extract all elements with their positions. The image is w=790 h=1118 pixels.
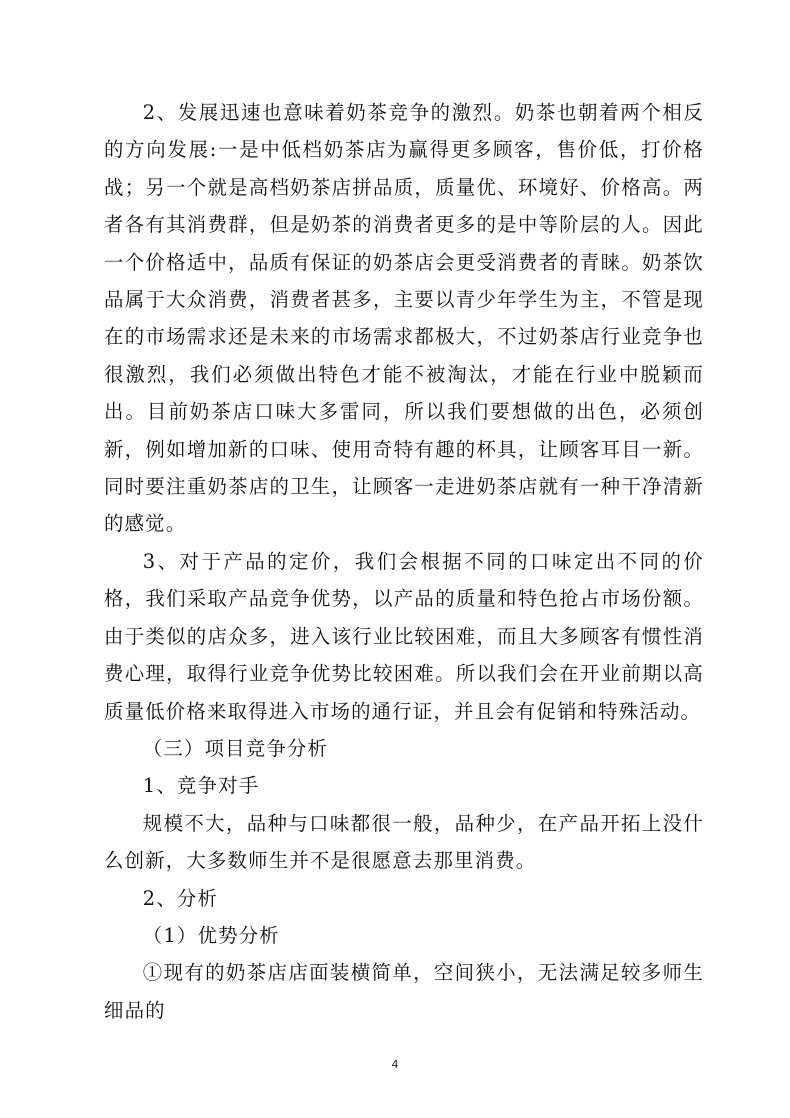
subheading-analysis: 2、分析	[142, 886, 219, 910]
section-heading-competition-analysis: （三）项目竞争分析	[142, 736, 329, 760]
paragraph-competition-intensity: 2、发展迅速也意味着奶茶竞争的激烈。奶茶也朝着两个相反的方向发展:一是中低档奶茶店为赢得更多顾客，售价低，打价格战；另一个就是高档奶茶店拼品质，质量优、环境好、价格高。两者各有其消费群，但是奶茶的消费者更多的是中等阶层的人。因此一个价格适中，品质有保证的奶茶店会更受消费者的青睐。奶茶饮品属于大众消费，消费者甚多，主要以青少年学生为主，不管是现在的市场需求还是未来的市场需求都极大，不过奶茶店行业竞争也很激烈，我们必须做出特色才能不被淘汰，才能在行业中脱颖而出。目前奶茶店口味大多雷同，所以我们要想做的出色，必须创新，例如增加新的口味、使用奇特有趣的杯具，让顾客耳目一新。同时要注重奶茶店的卫生，让顾客一走进奶茶店就有一种干净清新的感觉。	[104, 101, 704, 536]
page-number: 4	[391, 1058, 399, 1071]
paragraph-pricing-strategy: 3、对于产品的定价，我们会根据不同的口味定出不同的价格，我们采取产品竞争优势，以产品的质量和特色抢占市场份额。由于类似的店众多，进入该行业比较困难，而且大多顾客有惯性消费心理，取得行业竞争优势比较困难。所以我们会在开业前期以高质量低价格来取得进入市场的通行证，并且会有促销和特殊活动。	[104, 549, 704, 723]
paragraph-strength-item-1: ①现有的奶茶店店面装横简单，空间狭小，无法满足较多师生细品的	[104, 961, 704, 1022]
document-body	[104, 94, 704, 1029]
paragraph-competitor-description: 规模不大，品种与口味都很一般，品种少，在产品开拓上没什么创新，大多数师生并不是很愿意去那里消费。	[104, 811, 704, 873]
subheading-strength-analysis: （1）优势分析	[142, 923, 280, 947]
subheading-competitors: 1、竞争对手	[142, 774, 260, 798]
